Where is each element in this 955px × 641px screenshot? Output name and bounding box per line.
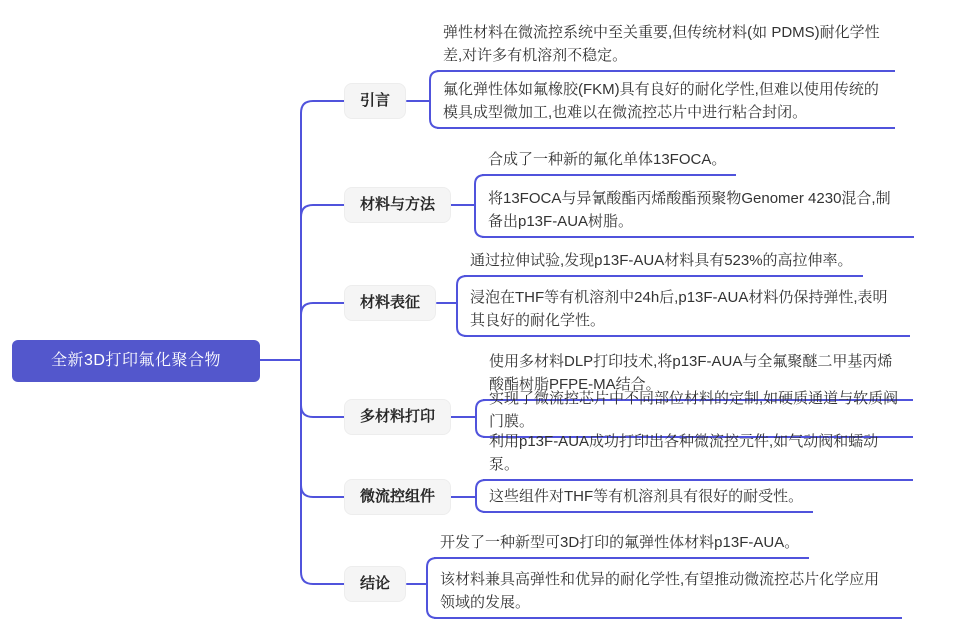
leaf-node[interactable]: 通过拉伸试验,发现p13F-AUA材料具有523%的高拉伸率。	[464, 249, 863, 277]
root-node[interactable]: 全新3D打印氟化聚合物	[12, 340, 260, 382]
leaf-node[interactable]: 使用多材料DLP打印技术,将p13F-AUA与全氟聚醚二甲基丙烯酸酯树脂PFPE-MA结合。	[483, 350, 913, 401]
leaf-node[interactable]: 弹性材料在微流控系统中至关重要,但传统材料(如 PDMS)耐化学性差,对许多有机溶剂不稳定。	[437, 21, 895, 72]
branch-node[interactable]: 结论	[344, 566, 406, 602]
leaf-node[interactable]: 该材料兼具高弹性和优异的耐化学性,有望推动微流控芯片化学应用领域的发展。	[434, 568, 902, 619]
branch-node[interactable]: 材料表征	[344, 285, 436, 321]
branch-node[interactable]: 多材料打印	[344, 399, 451, 435]
leaf-node[interactable]: 利用p13F-AUA成功打印出各种微流控元件,如气动阀和蠕动泵。	[483, 430, 913, 481]
branch-node[interactable]: 材料与方法	[344, 187, 451, 223]
leaf-node[interactable]: 开发了一种新型可3D打印的氟弹性体材料p13F-AUA。	[434, 531, 809, 559]
leaf-node[interactable]: 氟化弹性体如氟橡胶(FKM)具有良好的耐化学性,但难以使用传统的模具成型微加工,也难以在微流控芯片中进行粘合封闭。	[437, 78, 895, 129]
leaf-node[interactable]: 将13FOCA与异氰酸酯丙烯酸酯预聚物Genomer 4230混合,制备出p13F-AUA树脂。	[482, 187, 914, 238]
branch-node[interactable]: 引言	[344, 83, 406, 119]
leaf-node[interactable]: 浸泡在THF等有机溶剂中24h后,p13F-AUA材料仍保持弹性,表明其良好的耐化学性。	[464, 286, 910, 337]
leaf-node[interactable]: 合成了一种新的氟化单体13FOCA。	[482, 148, 736, 176]
branch-node[interactable]: 微流控组件	[344, 479, 451, 515]
leaf-node[interactable]: 实现了微流控芯片中不同部位材料的定制,如硬质通道与软质阀门膜。	[483, 387, 913, 438]
leaf-node[interactable]: 这些组件对THF等有机溶剂具有很好的耐受性。	[483, 485, 813, 513]
